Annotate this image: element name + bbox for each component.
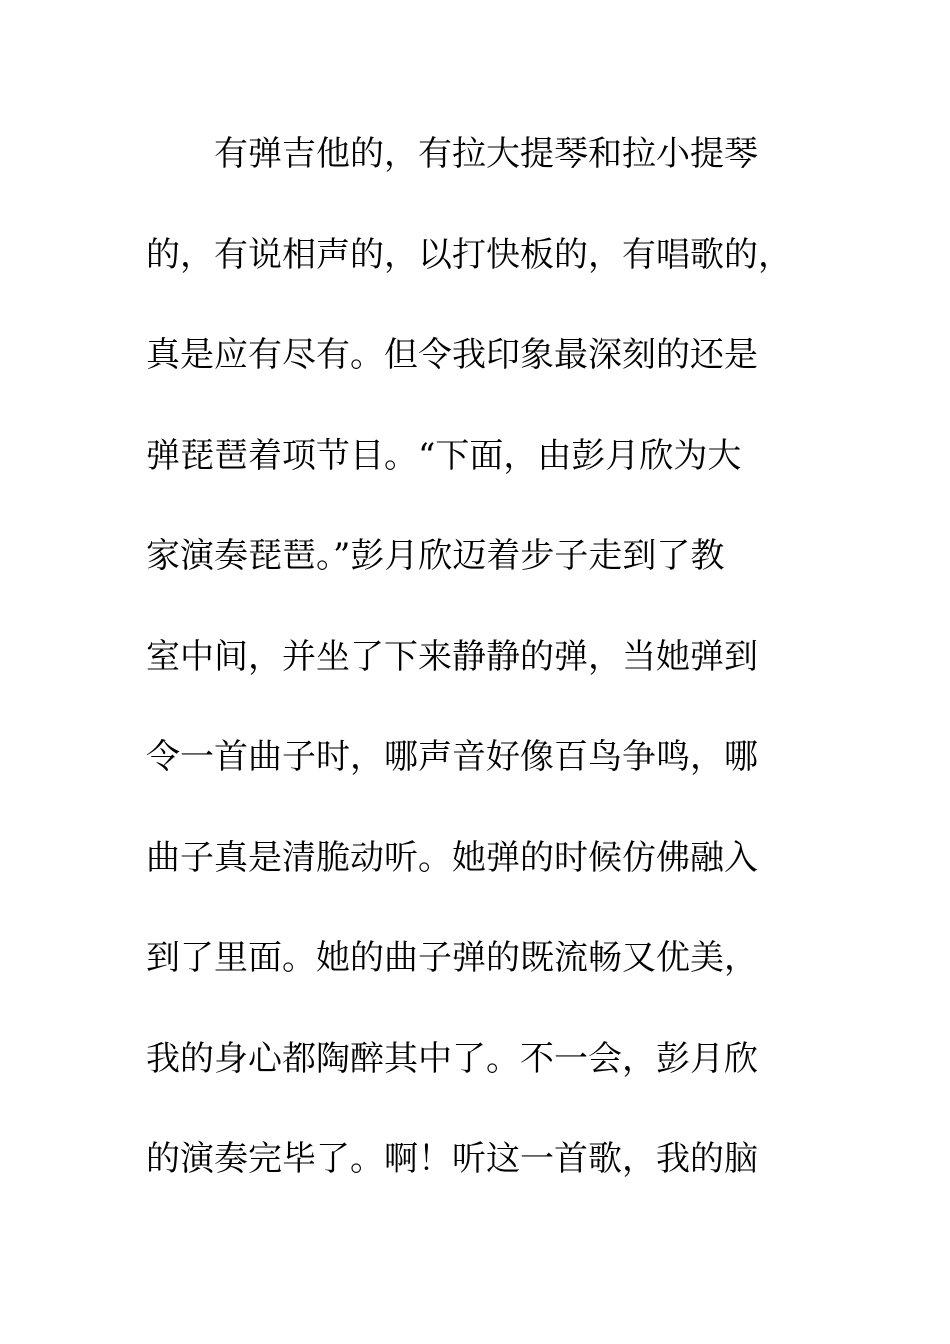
paragraph: [146, 126, 826, 1232]
text-line-5: 家演奏琵琶。”彭月欣迈着步子走到了教: [146, 536, 725, 576]
text-line-4: 弹琵琶着项节目。“下面，由彭月欣为大: [146, 435, 742, 476]
text-line-7: 令一首曲子时，哪声音好像百鸟争鸣，哪: [146, 737, 758, 777]
text-line-8: 曲子真是清脆动听。她弹的时候仿佛融入: [146, 837, 758, 878]
text-line-9: 到了里面。她的曲子弹的既流畅又优美，: [146, 938, 758, 978]
text-line-3: 真是应有尽有。但令我印象最深刻的还是: [146, 335, 758, 375]
text-line-1: 有弹吉他的，有拉大提琴和拉小提琴: [214, 134, 758, 174]
text-line-6: 室中间，并坐了下来静静的弹，当她弹到: [146, 636, 758, 677]
text-line-10: 我的身心都陶醉其中了。不一会，彭月欣: [146, 1038, 758, 1079]
text-line-2: 的，有说相声的，以打快板的，有唱歌的，: [146, 234, 792, 275]
text-line-11: 的演奏完毕了。啊！听这一首歌，我的脑: [146, 1139, 758, 1179]
